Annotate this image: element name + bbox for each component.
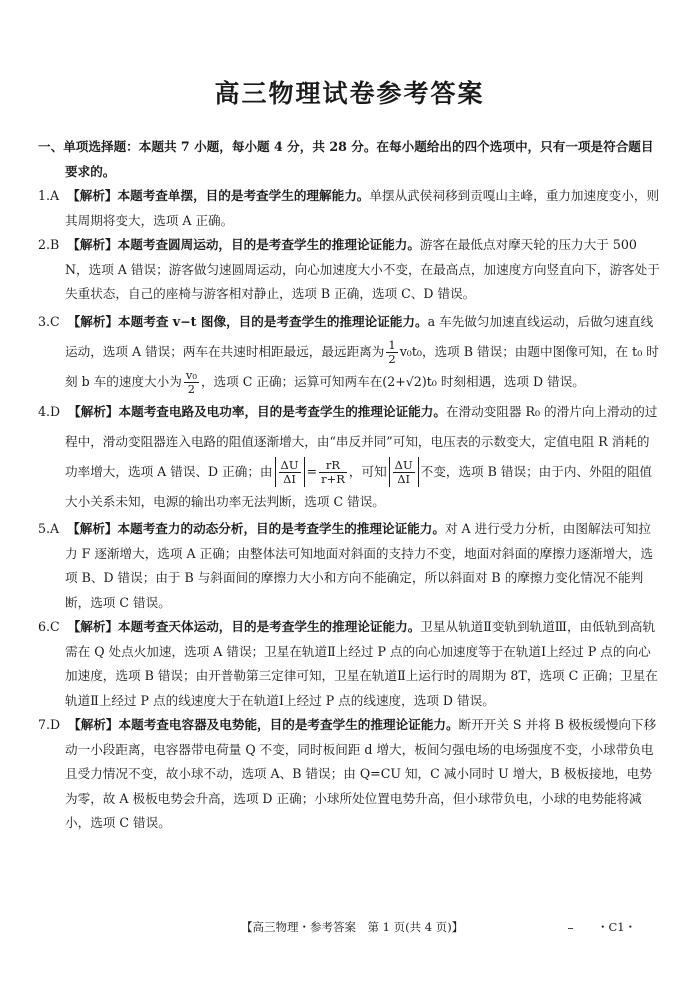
footer-page-info: 【高三物理・参考答案 第 1 页(共 4 页)】	[241, 920, 464, 934]
fraction-du-di: $\frac{\Delta U}{\Delta I}$	[394, 458, 413, 486]
fraction-v0-half: $\frac{\text{v₀}}{2}$	[185, 367, 197, 396]
answer-label: 2.B	[38, 237, 60, 252]
analysis-text: 在滑动变阻器 R₀ 的滑片向上滑动的过程中，滑动变阻器连入电路的阻值逐渐增大，由“串反并同”可知，电压表的示数变大，定值电阻 R 消耗的功率增大，选项 A 错误、D 正确；由	[65, 403, 658, 479]
analysis-tag: 【解析】本题考查电路及电功率，目的是考查学生的推理论证能力。	[68, 403, 446, 419]
equals-sign: =	[306, 463, 318, 479]
analysis-tag: 【解析】本题考查单摆，目的是考查学生的理解能力。	[67, 188, 370, 203]
fraction-rr: $\frac{rR}{r+R}$	[321, 457, 345, 486]
answer-5	[38, 517, 662, 615]
analysis-text: 卫星从轨道Ⅱ变轨到轨道Ⅲ，由低轨到高轨需在 Q 处点火加速，选项 A 错误；卫星在轨道Ⅱ上经过 P 点的向心加速度等于在轨道Ⅰ上经过 P 点的向心加速度，选项 B 错误；由开普勒第三定律可知，卫星在轨道Ⅱ上运行时的周期为 8T，选项 C 正确；卫星在轨道Ⅱ上经过 P 点的线速度大于在轨道Ⅰ上经过 P 点的线速度，选项 D 错误。	[65, 619, 658, 708]
document-title: 高三物理试卷参考答案	[214, 79, 485, 108]
analysis-text: v₀t₀，选项 B 错误；由题中图像可知，在 t₀ 时刻 b 车的速度大小为	[65, 343, 659, 389]
analysis-tag: 【解析】本题考查 v−t 图像，目的是考查学生的推理论证能力。	[67, 313, 428, 329]
analysis-tag: 【解析】本题考查圆周运动，目的是考查学生的推理论证能力。	[67, 237, 420, 252]
answer-label: 4.D	[38, 403, 61, 419]
analysis-text: ，选项 C 正确；运算可知两车在(2+√2)t₀ 时刻相遇，选项 D 错误。	[200, 373, 585, 389]
answer-label: 5.A	[38, 521, 60, 536]
fraction-du-di: $\frac{\Delta U}{\Delta I}$	[280, 458, 299, 486]
analysis-text: 断开开关 S 并将 B 极板缓慢向下移动一小段距离，电容器带电荷量 Q 不变，同时板间距 d 增大，板间匀强电场的电场强度不变，小球带负电且受力情况不变，故小球不动，选项 A、B 错误；由 Q=CU 知，C 减小同时 U 增大，B 极板接地，电势为零，故 A 极板电势会升高，选项 D 正确；小球所处位置电势升高，但小球带负电，小球的电势能将减小，选项 C 错误。	[65, 717, 657, 830]
answer-label: 3.C	[38, 313, 60, 329]
abs-delta-ratio	[275, 457, 305, 487]
answer-label: 7.D	[38, 717, 61, 732]
analysis-tag: 【解析】本题考查力的动态分析，目的是考查学生的推理论证能力。	[67, 521, 445, 536]
footer-code: ・C1・	[597, 920, 637, 934]
section-heading: 一、单项选择题：本题共 7 小题，每小题 4 分，共 28 分。在每小题给出的四个选项中，只有一项是符合题目要求的。	[38, 139, 654, 179]
answer-1	[38, 184, 662, 233]
answer-3	[38, 307, 662, 397]
analysis-text: ，可知	[348, 463, 387, 479]
answer-2	[38, 233, 662, 307]
analysis-text: 对 A 进行受力分析，由图解法可知拉力 F 逐渐增大，选项 A 正确；由整体法可知地面对斜面的支持力不变，地面对斜面的摩擦力逐渐增大，选项 B、D 错误；由于 B 与斜面间的摩擦力大小和方向不能确定，所以斜面对 B 的摩擦力变化情况不能判断，选项 C 错误。	[65, 521, 653, 610]
answer-4	[38, 397, 662, 518]
answer-7	[38, 713, 662, 836]
answer-label: 6.C	[38, 619, 60, 634]
analysis-tag: 【解析】本题考查电容器及电势能，目的是考查学生的推理论证能力。	[68, 717, 459, 732]
page-footer	[0, 919, 699, 939]
footer-dash	[568, 928, 573, 929]
answer-6	[38, 615, 662, 713]
answer-label: 1.A	[38, 188, 60, 203]
abs-delta-ratio	[389, 457, 419, 487]
fraction-one-half: $\frac{1}{2}$	[388, 337, 396, 366]
analysis-text: 不变，选项 B 错误；由于内、外阻的阻值大小关系未知，电源的输出功率无法判断，选项 C 错误。	[65, 463, 653, 509]
analysis-text: 单摆从武侯祠移到贡嘎山主峰，重力加速度变小，则其周期将变大，选项 A 正确。	[65, 188, 660, 228]
analysis-text: a 车先做匀加速直线运动，后做匀速直线运动，选项 A 错误；两车在共速时相距最远，最远距离为	[65, 313, 654, 359]
analysis-tag: 【解析】本题考查天体运动，目的是考查学生的推理论证能力。	[67, 619, 421, 634]
analysis-text: 游客在最低点对摩天轮的压力大于 500 N，选项 A 错误；游客做匀速圆周运动，向心加速度大小不变，在最高点，加速度方向竖直向下，游客处于失重状态，自己的座椅与游客相对静止，选项 B 正确，选项 C、D 错误。	[65, 237, 660, 301]
answer-content	[38, 135, 662, 836]
